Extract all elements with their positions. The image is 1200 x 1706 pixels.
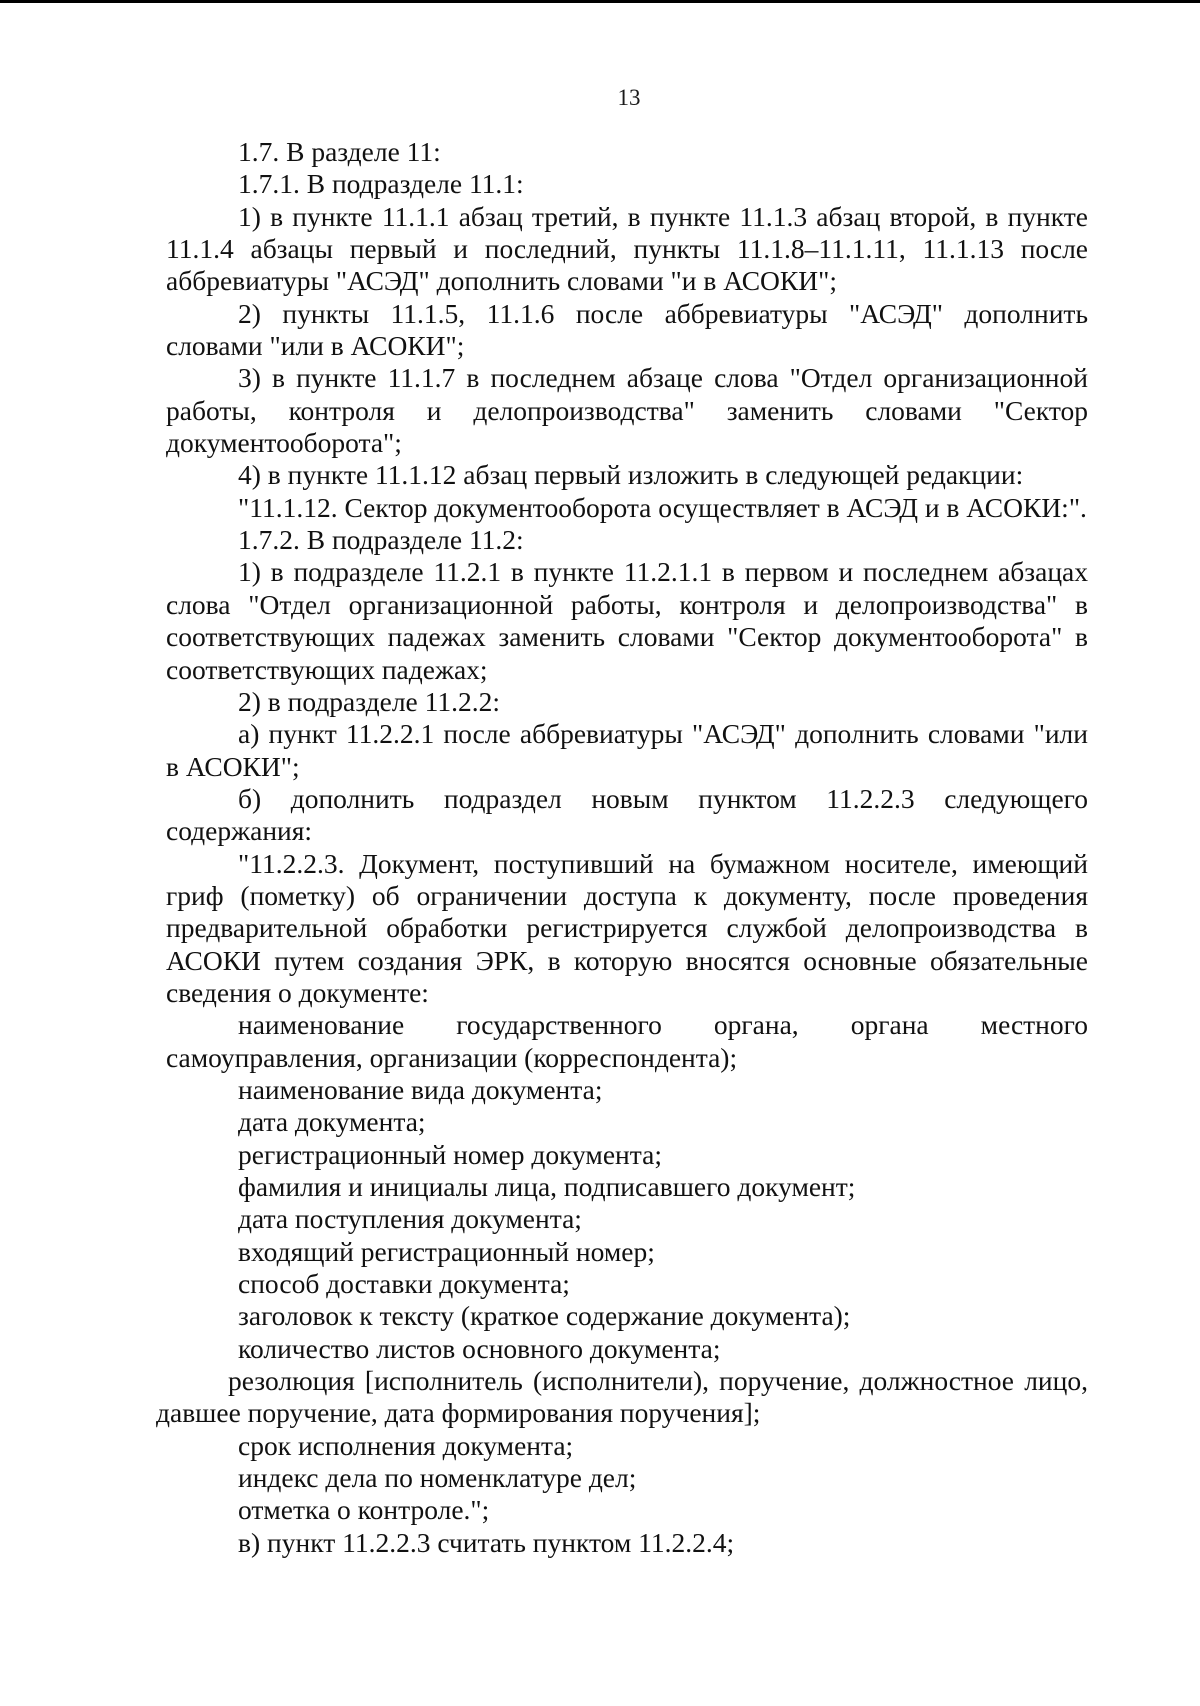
paragraph: 3) в пункте 11.1.7 в последнем абзаце слова "Отдел организационной работы, контроля и делопроизводства" заменить словами "Сектор документооборота"; <box>166 362 1088 459</box>
paragraph: 2) в подразделе 11.2.2: <box>238 685 501 717</box>
paragraph: "11.1.12. Сектор документооборота осуществляет в АСЭД и в АСОКИ:". <box>238 491 1087 523</box>
paragraph: 1.7.1. В подразделе 11.1: <box>238 168 524 200</box>
paragraph: 1) в пункте 11.1.1 абзац третий, в пункте 11.1.3 абзац второй, в пункте 11.1.4 абзацы первый и последний, пункты 11.1.8–11.1.11, 11.1.13 после аббревиатуры "АСЭД" дополнить словами "и в АСОКИ"; <box>166 200 1088 297</box>
list-item: фамилия и инициалы лица, подписавшего документ; <box>238 1171 856 1202</box>
paragraph: а) пункт 11.2.2.1 после аббревиатуры "АСЭД" дополнить словами "или в АСОКИ"; <box>166 718 1088 782</box>
paragraph: "11.2.2.3. Документ, поступивший на бумажном носителе, имеющий гриф (пометку) об ограничении доступа к документу, после проведения предварительной обработки регистрируется службой делопроизводства в АСОКИ путем создания ЭРК, в которую вносятся основные обязательные сведения о документе: <box>166 847 1088 1008</box>
paragraph: 2) пункты 11.1.5, 11.1.6 после аббревиатуры "АСЭД" дополнить словами "или в АСОКИ"; <box>166 297 1088 362</box>
list-item: резолюция [исполнитель (исполнители), поручение, должностное лицо, давшее поручение, дата формирования поручения]; <box>156 1365 1088 1429</box>
list-item: наименование вида документа; <box>238 1073 603 1105</box>
list-item: дата поступления документа; <box>238 1203 582 1235</box>
list-item: отметка о контроле."; <box>238 1494 490 1526</box>
list-item: способ доставки документа; <box>238 1268 570 1300</box>
page-number: 13 <box>617 85 641 110</box>
paragraph: 1.7.2. В подразделе 11.2: <box>238 524 524 556</box>
scan-edge-line <box>0 0 1200 3</box>
list-item: заголовок к тексту (краткое содержание документа); <box>238 1300 851 1332</box>
paragraph: 4) в пункте 11.1.12 абзац первый изложить в следующей редакции: <box>238 459 1024 491</box>
paragraph: б) дополнить подраздел новым пунктом 11.2.2.3 следующего содержания: <box>166 782 1088 847</box>
list-item: индекс дела по номенклатуре дел; <box>238 1462 637 1494</box>
list-item: дата документа; <box>238 1106 426 1138</box>
list-item: регистрационный номер документа; <box>238 1138 662 1170</box>
list-item: срок исполнения документа; <box>238 1429 574 1461</box>
paragraph: наименование государственного органа, органа местного самоуправления, организации (корреспондента); <box>166 1009 1088 1073</box>
paragraph: 1) в подразделе 11.2.1 в пункте 11.2.1.1 в первом и последнем абзацах слова "Отдел организационной работы, контроля и делопроизводства" в соответствующих падежах заменить словами "Сектор документооборота" в соответствующих падежах; <box>166 556 1088 685</box>
paragraph: в) пункт 11.2.2.3 считать пунктом 11.2.2.4; <box>238 1526 735 1558</box>
list-item: входящий регистрационный номер; <box>238 1235 655 1267</box>
list-item: количество листов основного документа; <box>238 1332 721 1364</box>
paragraph: 1.7. В разделе 11: <box>238 136 441 167</box>
document-body <box>156 136 1088 1559</box>
